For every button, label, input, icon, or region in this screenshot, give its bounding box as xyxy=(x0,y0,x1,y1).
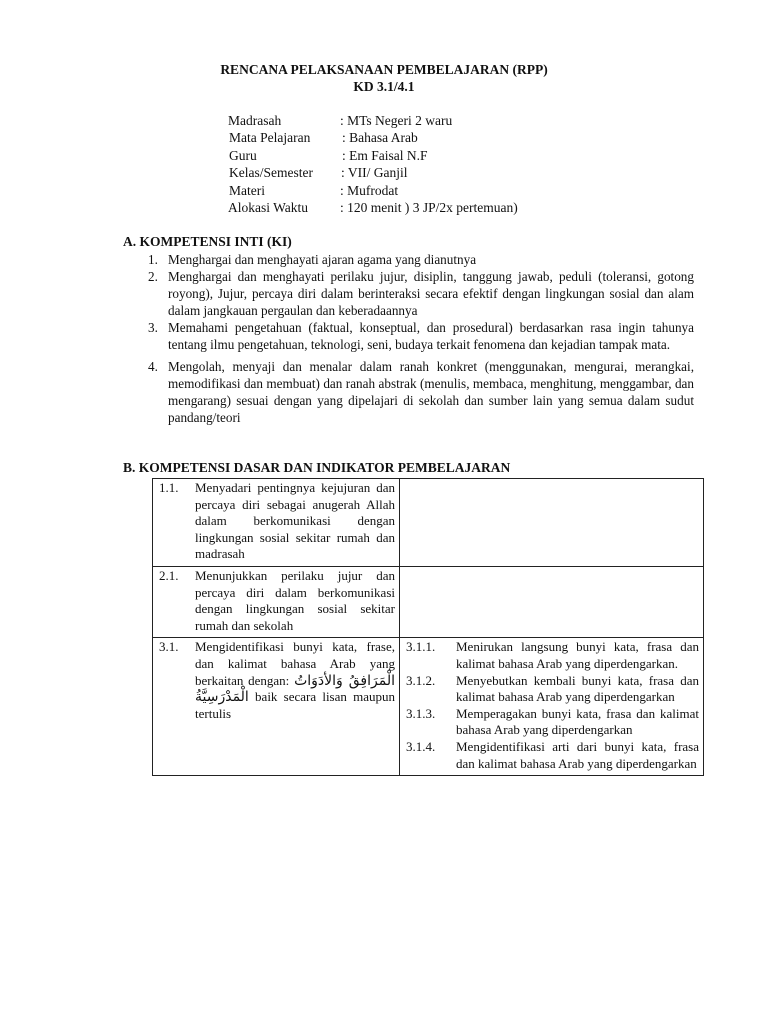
kd-text: Menyadari pentingnya kejujuran dan percaya diri sebagai anugerah Allah dalam berkomunikasi dengan lingkungan sosial sekitar rumah dan madrasah xyxy=(195,480,395,562)
info-label: Materi xyxy=(229,182,265,198)
list-number: 2. xyxy=(148,269,158,284)
table-cell xyxy=(400,566,704,637)
kd-text: Menunjukkan perilaku jujur dan percaya diri dalam berkomunikasi dengan lingkungan sosial sekitar rumah dan sekolah xyxy=(195,567,395,633)
list-text: Menghargai dan menghayati perilaku jujur, disiplin, tanggung jawab, peduli (toleransi, gotong royong), Jujur, percaya diri dalam berinteraksi secara efektif dengan lingkungan sosial dan alam dalam jangkauan pergaulan dan keberadaannya xyxy=(168,269,694,318)
info-value: : Bahasa Arab xyxy=(342,130,418,146)
list-item xyxy=(148,319,694,353)
kd-number: 1.1. xyxy=(159,480,179,495)
indicator-number: 3.1.4. xyxy=(406,738,436,754)
info-label: Alokasi Waktu xyxy=(228,199,309,215)
info-value: : VII/ Ganjil xyxy=(341,165,408,181)
table-row xyxy=(153,479,704,567)
info-label: Mata Pelajaran xyxy=(229,130,311,146)
table-cell xyxy=(153,566,400,637)
section-a-heading: A. KOMPETENSI INTI (KI) xyxy=(123,234,292,249)
indicator-text: Menyebutkan kembali bunyi kata, frasa dan kalimat bahasa Arab yang diperdengarkan xyxy=(456,672,699,705)
arabic-text: الْمَرَافِقُ وَالأدَوَاتُ الْمَدْرَسِيَّةُ xyxy=(195,672,395,706)
competency-table xyxy=(152,478,704,776)
indicator-text: Menirukan langsung bunyi kata, frasa dan kalimat bahasa Arab yang diperdengarkan. xyxy=(456,639,699,671)
list-number: 3. xyxy=(148,320,158,335)
table-cell xyxy=(153,479,400,567)
info-label: Madrasah xyxy=(228,113,282,128)
indicator-number: 3.1.2. xyxy=(406,672,436,688)
indicator-text: Memperagakan bunyi kata, frasa dan kalimat bahasa Arab yang diperdengarkan xyxy=(456,705,699,738)
document-title: RENCANA PELAKSANAAN PEMBELAJARAN (RPP) xyxy=(220,62,548,77)
list-item xyxy=(148,268,694,319)
kd-text: Mengidentifikasi bunyi kata, frase, dan kalimat bahasa Arab yang berkaitan dengan: xyxy=(195,639,395,688)
list-number: 1. xyxy=(148,252,158,267)
table-row xyxy=(153,566,704,637)
table-cell xyxy=(400,479,704,567)
table-row xyxy=(153,638,704,776)
info-value: : 120 menit ) 3 JP/2x pertemuan) xyxy=(340,199,518,215)
core-competency-list xyxy=(148,251,694,426)
list-text: Menghargai dan menghayati ajaran agama yang dianutnya xyxy=(168,252,477,267)
indicator-number: 3.1.1. xyxy=(406,639,436,655)
kd-number: 3.1. xyxy=(159,639,179,655)
kd-number: 2.1. xyxy=(159,567,179,583)
table-cell xyxy=(153,638,400,776)
kd-text: baik secara lisan maupun tertulis xyxy=(195,689,395,721)
list-item xyxy=(148,251,694,268)
info-label: Guru xyxy=(229,147,257,163)
list-text: Mengolah, menyaji dan menalar dalam ranah konkret (menggunakan, mengurai, merangkai, memodifikasi dan membuat) dan ranah abstrak (menulis, membaca, menghitung, menggambar, dan mengarang) sesuai dengan yang dipelajari di sekolah dan sumber lain yang semua dalam sudut pandang/teori xyxy=(168,359,694,425)
indicator-number: 3.1.3. xyxy=(406,705,436,721)
document-subtitle: KD 3.1/4.1 xyxy=(353,79,415,94)
info-value: : Em Faisal N.F xyxy=(342,147,428,163)
list-text: Memahami pengetahuan (faktual, konseptual, dan prosedural) berdasarkan rasa ingin tahunya tentang ilmu pengetahuan, teknologi, seni, budaya terkait fenomena dan kejadian tampak mata. xyxy=(168,320,694,352)
list-item xyxy=(148,358,694,426)
section-b-heading: B. KOMPETENSI DASAR DAN INDIKATOR PEMBELAJARAN xyxy=(123,460,511,475)
info-value: : Mufrodat xyxy=(340,182,399,198)
info-value: : MTs Negeri 2 waru xyxy=(340,113,453,128)
info-label: Kelas/Semester xyxy=(229,165,313,181)
table-cell xyxy=(400,638,704,776)
list-number: 4. xyxy=(148,359,158,374)
indicator-text: Mengidentifikasi arti dari bunyi kata, frasa dan kalimat bahasa Arab yang diperdengarkan xyxy=(456,738,699,771)
